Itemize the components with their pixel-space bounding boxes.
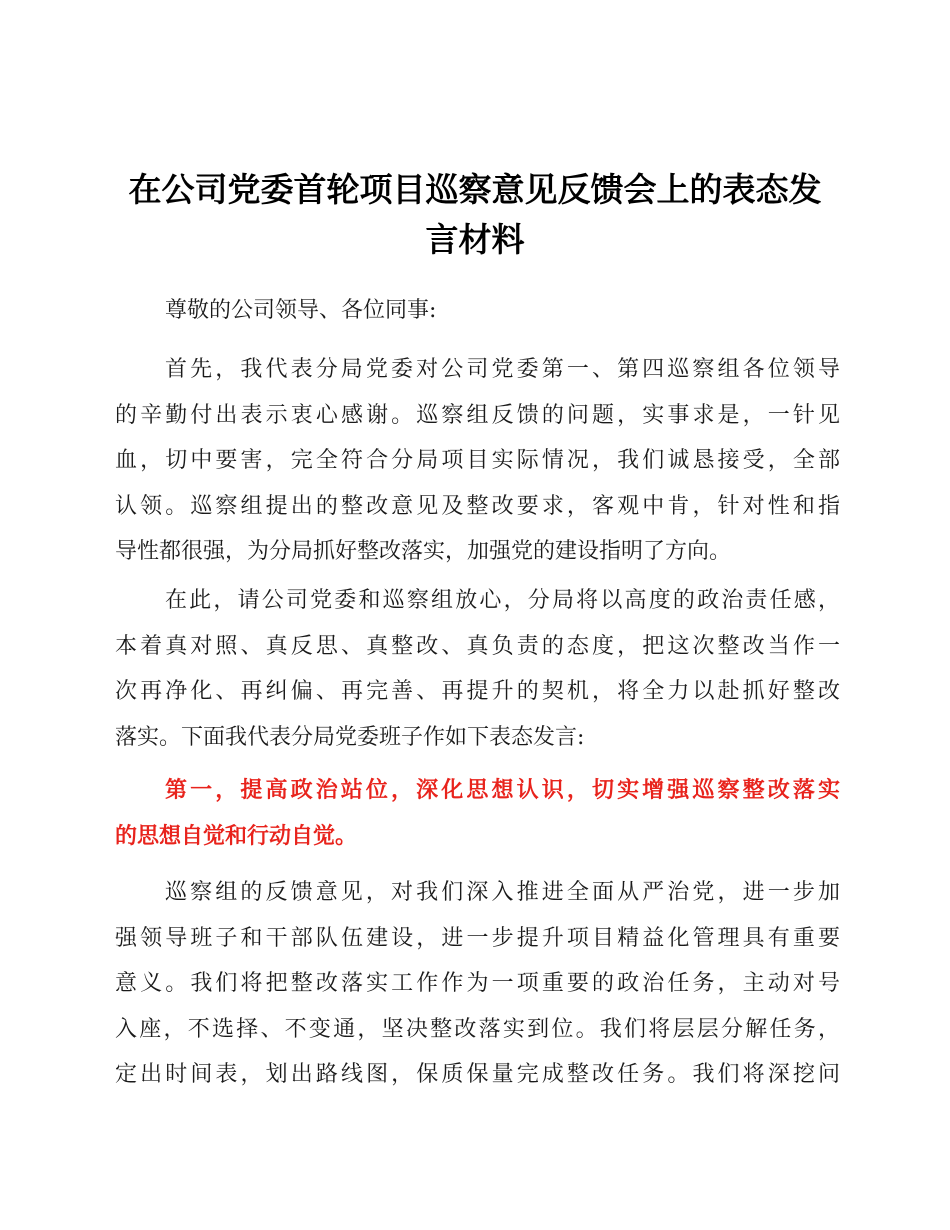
document-title xyxy=(100,165,850,265)
text-line: 的辛勤付出表示衷心感谢。巡察组反馈的问题，实事求是，一针见 xyxy=(115,402,840,428)
text-line: 意义。我们将把整改落实工作作为一项重要的政治任务，主动对号 xyxy=(115,971,840,996)
paragraph-thanks xyxy=(115,347,840,575)
text-line: 血，切中要害，完全符合分局项目实际情况，我们诚恳接受，全部 xyxy=(115,448,840,473)
text-line: 落实。下面我代表分局党委班子作如下表态发言: xyxy=(115,724,585,750)
heading-line: 第一，提高政治站位，深化思想认识，切实增强巡察整改落实 xyxy=(165,778,840,803)
title-line: 在公司党委首轮项目巡察意见反馈会上的表态发 xyxy=(128,170,822,209)
text-line: 巡察组的反馈意见，对我们深入推进全面从严治党，进一步加 xyxy=(165,880,840,905)
section-heading-first xyxy=(115,768,840,859)
text-line: 定出时间表，划出路线图，保质保量完成整改任务。我们将深挖问 xyxy=(115,1062,840,1087)
text-line: 认领。巡察组提出的整改意见及整改要求，客观中肯，针对性和指 xyxy=(115,493,840,519)
heading-line: 的思想自觉和行动自觉。 xyxy=(115,823,358,849)
text-line: 次再净化、再纠偏、再完善、再提升的契机，将全力以赴抓好整改 xyxy=(115,679,840,704)
paragraph-feedback xyxy=(115,870,840,1098)
text-line: 本着真对照、真反思、真整改、真负责的态度，把这次整改当作一 xyxy=(115,633,840,659)
text-line: 导性都很强，为分局抓好整改落实，加强党的建设指明了方向。 xyxy=(115,539,732,564)
text-line: 首先，我代表分局党委对公司党委第一、第四巡察组各位领导 xyxy=(165,357,840,382)
salutation: 尊敬的公司领导、各位同事: xyxy=(165,298,437,323)
title-line: 言材料 xyxy=(425,220,525,259)
text-line: 入座，不选择、不变通，坚决整改落实到位。我们将层层分解任务， xyxy=(115,1016,840,1042)
text-line: 在此，请公司党委和巡察组放心，分局将以高度的政治责任感， xyxy=(165,588,840,613)
text-line: 强领导班子和干部队伍建设，进一步提升项目精益化管理具有重要 xyxy=(115,925,840,951)
paragraph-commitment xyxy=(115,578,840,760)
